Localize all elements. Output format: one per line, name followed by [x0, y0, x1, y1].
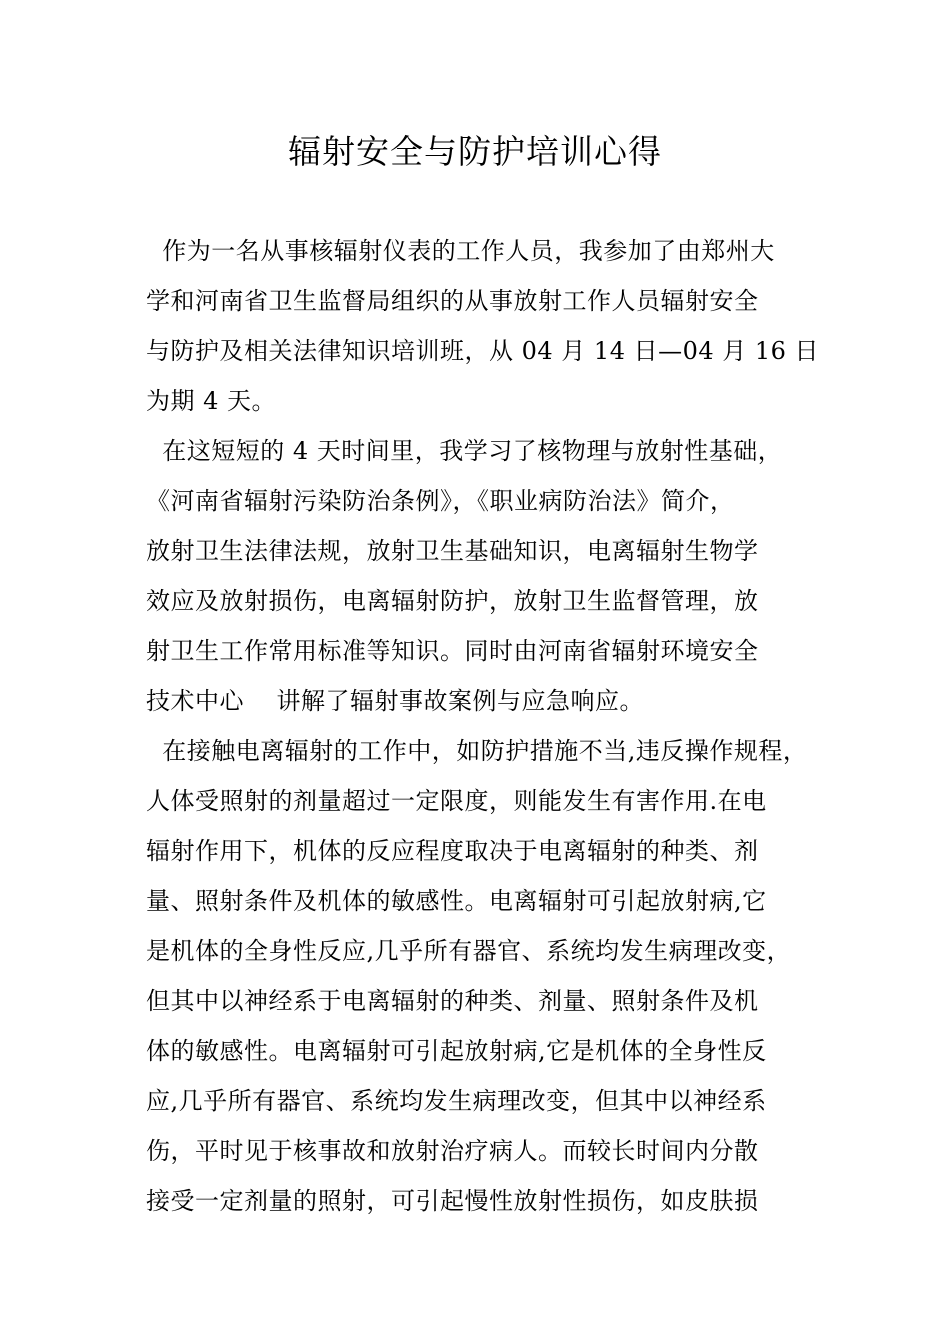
text-line: 在接触电离辐射的工作中，如防护措施不当,违反操作规程，	[146, 737, 808, 765]
text-line: 技术中心 讲解了辐射事故案例与应急响应。	[146, 687, 645, 715]
text-line: 效应及放射损伤，电离辐射防护，放射卫生监督管理，放	[146, 587, 759, 615]
text-line: 体的敏感性。电离辐射可引起放射病,它是机体的全身性反	[146, 1037, 767, 1065]
text-line: 在这短短的 4 天时间里，我学习了核物理与放射性基础，	[146, 437, 783, 465]
text-line: 人体受照射的剂量超过一定限度，则能发生有害作用.在电	[146, 787, 767, 815]
text-line: 量、照射条件及机体的敏感性。电离辐射可引起放射病,它	[146, 887, 767, 915]
text-line: 应,几乎所有器官、系统均发生病理改变，但其中以神经系	[146, 1087, 767, 1115]
document-body	[146, 226, 820, 1226]
text-line: 学和河南省卫生监督局组织的从事放射工作人员辐射安全	[146, 287, 759, 315]
text-line: 射卫生工作常用标准等知识。同时由河南省辐射环境安全	[146, 637, 759, 665]
text-line: 伤，平时见于核事故和放射治疗病人。而较长时间内分散	[146, 1137, 759, 1165]
text-line: 但其中以神经系于电离辐射的种类、剂量、照射条件及机	[146, 987, 759, 1015]
text-line: 辐射作用下，机体的反应程度取决于电离辐射的种类、剂	[146, 837, 759, 865]
text-line: 是机体的全身性反应,几乎所有器官、系统均发生病理改变，	[146, 937, 792, 965]
document-title: 辐射安全与防护培训心得	[288, 132, 662, 171]
text-line: 与防护及相关法律知识培训班，从 04 月 14 日—04 月 16 日	[146, 337, 820, 365]
text-line: 为期 4 天。	[146, 387, 277, 415]
text-line: 放射卫生法律法规，放射卫生基础知识，电离辐射生物学	[146, 537, 759, 565]
text-line: 《河南省辐射污染防治条例》，《职业病防治法》简介，	[146, 487, 735, 515]
text-line: 接受一定剂量的照射，可引起慢性放射性损伤，如皮肤损	[146, 1187, 759, 1215]
text-line: 作为一名从事核辐射仪表的工作人员，我参加了由郑州大	[146, 237, 775, 265]
